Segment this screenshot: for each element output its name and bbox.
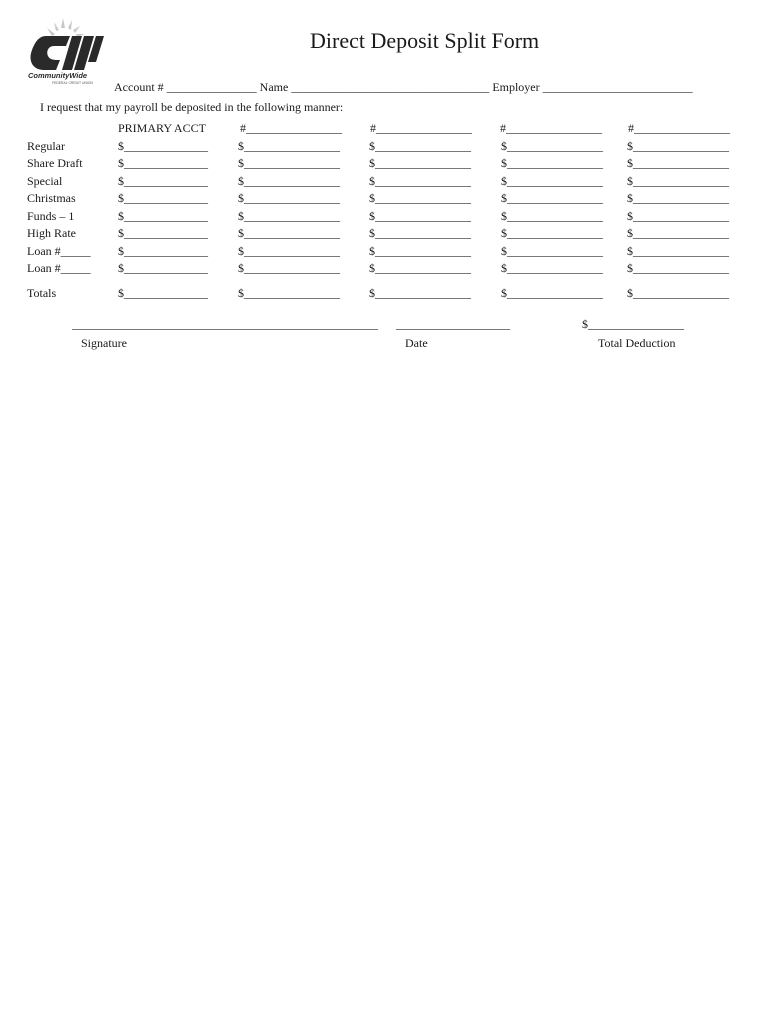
amount-field[interactable]: $________________ [369,174,471,188]
row-label: Funds – 1 [27,209,75,223]
signature-line[interactable]: ___________________________________________________ [72,317,378,331]
communitywide-logo [26,16,106,86]
row-label[interactable]: Loan #_____ [27,261,91,275]
amount-field[interactable]: $________________ [238,261,340,275]
row-label[interactable]: Loan #_____ [27,244,91,258]
amount-field[interactable]: $______________ [118,261,208,275]
amount-field[interactable]: $________________ [238,139,340,153]
amount-field[interactable]: $________________ [627,139,729,153]
date-line[interactable]: ___________________ [396,317,510,331]
total-field[interactable]: $________________ [501,286,603,300]
amount-field[interactable]: $______________ [118,139,208,153]
column-header-account[interactable]: #________________ [628,121,730,135]
logo-tagline: FEDERAL CREDIT UNION [52,81,93,85]
amount-field[interactable]: $________________ [369,244,471,258]
amount-field[interactable]: $________________ [369,191,471,205]
totals-label: Totals [27,286,57,300]
amount-field[interactable]: $______________ [118,226,208,240]
amount-field[interactable]: $______________ [118,174,208,188]
amount-field[interactable]: $________________ [627,244,729,258]
amount-field[interactable]: $________________ [501,261,603,275]
cw-monogram-icon [31,36,105,70]
total-field[interactable]: $________________ [627,286,729,300]
row-label: Regular [27,139,65,153]
column-header-account[interactable]: #________________ [500,121,602,135]
amount-field[interactable]: $________________ [501,244,603,258]
intro-text: I request that my payroll be deposited in the following manner: [40,100,344,114]
amount-field[interactable]: $________________ [238,226,340,240]
column-header-account[interactable]: #________________ [240,121,342,135]
amount-field[interactable]: $________________ [501,156,603,170]
amount-field[interactable]: $________________ [238,209,340,223]
amount-field[interactable]: $________________ [501,174,603,188]
amount-field[interactable]: $________________ [369,156,471,170]
amount-field[interactable]: $________________ [627,174,729,188]
amount-field[interactable]: $________________ [369,261,471,275]
amount-field[interactable]: $________________ [501,209,603,223]
header-fields [114,80,693,95]
logo-wordmark: CommunityWide [28,71,88,80]
amount-field[interactable]: $______________ [118,191,208,205]
amount-field[interactable]: $________________ [627,261,729,275]
row-label: Share Draft [27,156,83,170]
total-field[interactable]: $______________ [118,286,208,300]
row-label: Special [27,174,63,188]
name-field[interactable]: Name _________________________________ [259,80,490,94]
column-header-account[interactable]: #________________ [370,121,472,135]
amount-field[interactable]: $______________ [118,244,208,258]
amount-field[interactable]: $________________ [501,191,603,205]
amount-field[interactable]: $________________ [369,209,471,223]
total-field[interactable]: $________________ [238,286,340,300]
amount-field[interactable]: $________________ [627,209,729,223]
amount-field[interactable]: $________________ [501,226,603,240]
amount-field[interactable]: $________________ [369,226,471,240]
row-label: High Rate [27,226,76,240]
amount-field[interactable]: $________________ [238,244,340,258]
amount-field[interactable]: $________________ [238,191,340,205]
amount-field[interactable]: $________________ [238,156,340,170]
amount-field[interactable]: $________________ [501,139,603,153]
total-deduction-label: Total Deduction [598,336,676,350]
total-deduction-line[interactable]: $________________ [582,317,684,331]
sunburst-icon [47,18,85,37]
amount-field[interactable]: $________________ [627,191,729,205]
amount-field[interactable]: $______________ [118,156,208,170]
date-label: Date [405,336,428,350]
column-header-primary: PRIMARY ACCT [118,121,206,135]
amount-field[interactable]: $________________ [369,139,471,153]
row-label: Christmas [27,191,76,205]
amount-field[interactable]: $______________ [118,209,208,223]
page-title: Direct Deposit Split Form [310,28,540,53]
amount-field[interactable]: $________________ [627,156,729,170]
signature-label: Signature [81,336,127,350]
amount-field[interactable]: $________________ [627,226,729,240]
total-field[interactable]: $________________ [369,286,471,300]
employer-field[interactable]: Employer _________________________ [492,80,693,94]
amount-field[interactable]: $________________ [238,174,340,188]
account-field[interactable]: Account # _______________ [114,80,257,94]
